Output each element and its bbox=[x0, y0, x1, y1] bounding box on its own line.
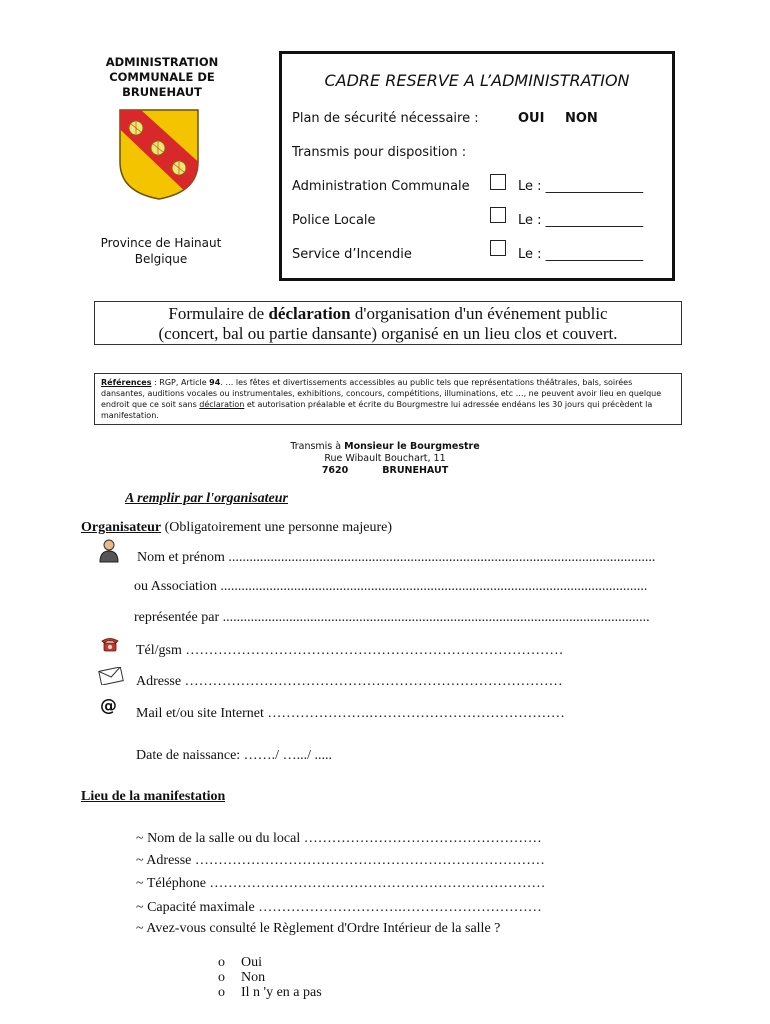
municipality-name bbox=[96, 55, 228, 100]
recipient-line bbox=[230, 441, 540, 453]
checkbox-police[interactable] bbox=[490, 207, 506, 223]
form-title-pre: Formulaire de bbox=[168, 304, 269, 323]
name-field[interactable]: Nom et prénom .......................................................................................................................... bbox=[137, 550, 656, 565]
organiser-heading bbox=[81, 520, 392, 536]
form-title-line-1 bbox=[95, 304, 681, 324]
person-icon bbox=[98, 539, 120, 563]
recipient-city: BRUNEHAUT bbox=[382, 465, 449, 476]
venue-phone-field[interactable]: ~ Téléphone ……………………………………………………………… bbox=[136, 876, 546, 891]
association-field[interactable]: ou Association .......................................................................................................................... bbox=[134, 579, 648, 594]
references-text-2: et autorisation préalable et écrite du Bourgmestre lui adressée endéans les 30 jours qui précèdent la manifestation. bbox=[101, 400, 653, 420]
venue-heading-text: Lieu de la manifestation bbox=[81, 789, 226, 804]
recipient-name: Monsieur le Bourgmestre bbox=[344, 441, 480, 452]
venue-capacity-field[interactable]: ~ Capacité maximale ………………………….………………………… bbox=[136, 900, 542, 915]
row-label-police: Police Locale bbox=[292, 213, 376, 228]
province-line-2: Belgique bbox=[134, 252, 188, 266]
venue-address-field[interactable]: ~ Adresse ………………………………………………………………… bbox=[136, 853, 545, 868]
municipality-line-1: ADMINISTRATION bbox=[105, 55, 219, 69]
references-article: 94 bbox=[209, 378, 221, 387]
security-plan-label: Plan de sécurité nécessaire : bbox=[292, 111, 479, 126]
address-field[interactable]: Adresse ……………………………………………………………………… bbox=[136, 674, 563, 689]
row-label-fire: Service d’Incendie bbox=[292, 247, 412, 262]
section-heading-text: A remplir par l'organisateur bbox=[125, 491, 288, 506]
municipality-line-3: BRUNEHAUT bbox=[122, 85, 202, 99]
venue-name-field[interactable]: ~ Nom de la salle ou du local …………………………………………… bbox=[136, 831, 542, 846]
date-field-commune[interactable]: Le : _______________ bbox=[518, 179, 644, 194]
row-label-commune: Administration Communale bbox=[292, 179, 470, 194]
represented-by-field[interactable]: représentée par .......................................................................................................................... bbox=[134, 610, 650, 625]
option-none-label[interactable]: Il n 'y en a pas bbox=[241, 985, 322, 1000]
option-bullet-1[interactable]: o bbox=[218, 955, 225, 970]
form-title-box bbox=[94, 301, 682, 345]
province-line-1: Province de Hainaut bbox=[100, 236, 222, 250]
option-non-label[interactable]: Non bbox=[241, 970, 266, 985]
date-field-police[interactable]: Le : _______________ bbox=[518, 213, 644, 228]
organiser-heading-label: Organisateur bbox=[81, 520, 162, 535]
province-label bbox=[88, 235, 234, 267]
envelope-icon bbox=[97, 667, 125, 685]
venue-heading bbox=[81, 789, 225, 805]
venue-rules-question: ~ Avez-vous consulté le Règlement d'Ordre Intérieur de la salle ? bbox=[136, 921, 501, 936]
option-oui-label[interactable]: Oui bbox=[241, 955, 262, 970]
at-sign-icon: @ bbox=[100, 696, 117, 716]
transmitted-label: Transmis pour disposition : bbox=[292, 145, 467, 160]
checkbox-fire[interactable] bbox=[490, 240, 506, 256]
recipient-address bbox=[230, 441, 540, 477]
section-heading-organiser bbox=[125, 491, 288, 507]
telephone-icon bbox=[101, 636, 119, 652]
references-box bbox=[94, 373, 682, 425]
option-bullet-3[interactable]: o bbox=[218, 985, 225, 1000]
option-bullet-2[interactable]: o bbox=[218, 970, 225, 985]
municipality-line-2: COMMUNALE DE bbox=[109, 70, 215, 84]
coat-of-arms-icon bbox=[116, 106, 202, 202]
form-title-bold: déclaration bbox=[268, 304, 351, 323]
option-non[interactable]: NON bbox=[565, 111, 598, 126]
references-text-1: . … les fêtes et divertissements accessibles au public tels que représentations théâtrales, bals, soirées dansantes, auditions vocales ou instrumentales, exhibitions, concours, compétitions, illuminations, etc …, ne peuvent avoir lieu en quelque endroit que ce soit sans bbox=[101, 378, 662, 409]
phone-field[interactable]: Tél/gsm ……………………………………………………………………… bbox=[136, 643, 564, 658]
option-oui[interactable]: OUI bbox=[518, 111, 545, 126]
form-title-post: d'organisation d'un événement public bbox=[350, 304, 608, 323]
recipient-city-line bbox=[230, 465, 540, 477]
organiser-heading-note: (Obligatoirement une personne majeure) bbox=[161, 520, 393, 535]
recipient-postcode: 7620 bbox=[321, 465, 349, 476]
birth-date-field[interactable]: Date de naissance: ……./ ….../ ..... bbox=[136, 748, 332, 763]
recipient-street: Rue Wibault Bouchart, 11 bbox=[324, 453, 446, 464]
references-label: Références bbox=[101, 378, 152, 387]
mail-website-field[interactable]: Mail et/ou site Internet ………………….…………………………………… bbox=[136, 706, 565, 721]
recipient-prefix: Transmis à bbox=[290, 441, 345, 452]
references-sep: : RGP, Article bbox=[151, 378, 210, 387]
references-declaration: déclaration bbox=[199, 400, 245, 409]
checkbox-commune[interactable] bbox=[490, 174, 506, 190]
form-title-line-2: (concert, bal ou partie dansante) organisé en un lieu clos et couvert. bbox=[158, 324, 618, 343]
admin-reserved-box bbox=[279, 51, 675, 281]
date-field-fire[interactable]: Le : _______________ bbox=[518, 247, 644, 262]
admin-box-title: CADRE RESERVE A L’ADMINISTRATION bbox=[324, 71, 630, 90]
